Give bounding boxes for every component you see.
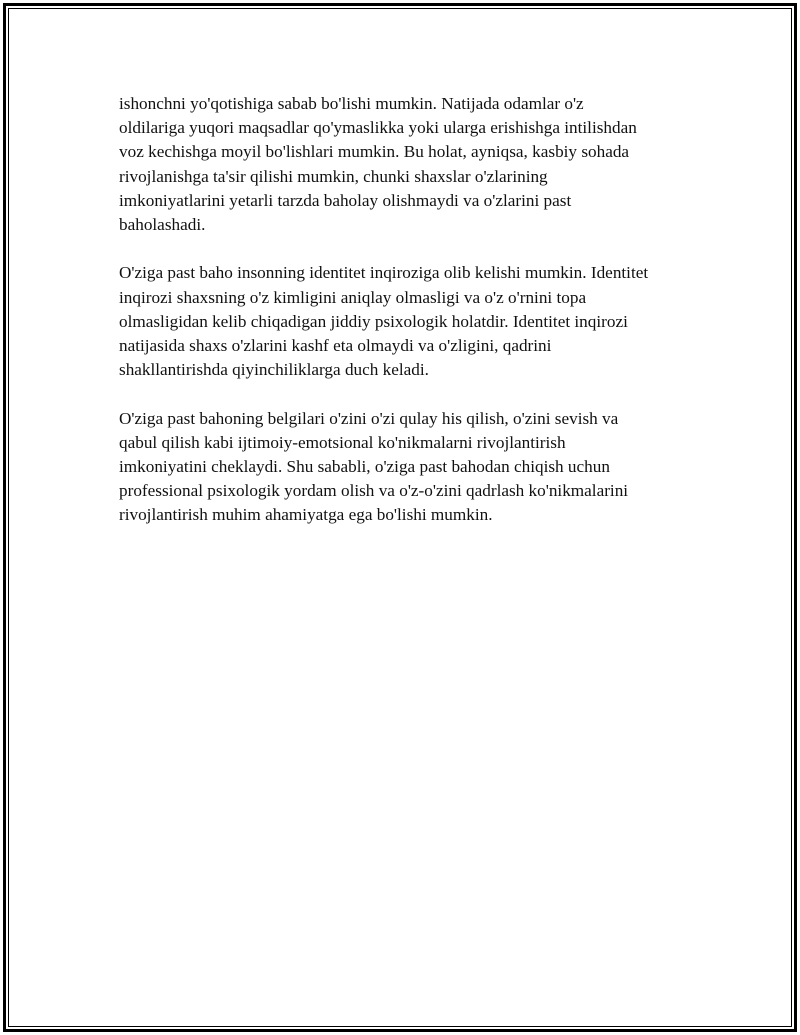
text-line: baholashadi.: [119, 215, 206, 235]
text-line: inqirozi shaxsning o'z kimligini aniqlay olmasligi va o'z o'rnini topa: [119, 287, 587, 307]
paragraph-3: [119, 407, 699, 528]
text-line: professional psixologik yordam olish va o'z-o'zini qadrlash ko'nikmalarini: [119, 481, 629, 501]
text-line: imkoniyatini cheklaydi. Shu sababli, o'ziga past bahodan chiqish uchun: [119, 457, 610, 477]
text-line: olmasligidan kelib chiqadigan jiddiy psixologik holatdir. Identitet inqirozi: [119, 311, 628, 331]
text-line: qabul qilish kabi ijtimoiy-emotsional ko'nikmalarni rivojlantirish: [119, 432, 566, 452]
text-line: natijasida shaxs o'zlarini kashf eta olmaydi va o'zligini, qadrini: [119, 336, 552, 356]
text-line: O'ziga past baho insonning identitet inqiroziga olib kelishi mumkin. Identitet: [119, 263, 649, 283]
text-line: oldilariga yuqori maqsadlar qo'ymaslikka yoki ularga erishishga intilishdan: [119, 118, 637, 138]
text-line: voz kechishga moyil bo'lishlari mumkin. Bu holat, ayniqsa, kasbiy sohada: [119, 142, 630, 162]
document-body: [119, 92, 699, 552]
text-line: O'ziga past bahoning belgilari o'zini o'zi qulay his qilish, o'zini sevish va: [119, 408, 619, 428]
text-line: shakllantirishda qiyinchiliklarga duch keladi.: [119, 360, 429, 380]
text-line: rivojlanishga ta'sir qilishi mumkin, chunki shaxslar o'zlarining: [119, 166, 548, 186]
text-line: ishonchni yo'qotishiga sabab bo'lishi mumkin. Natijada odamlar o'z: [119, 94, 584, 113]
text-line: rivojlantirish muhim ahamiyatga ega bo'lishi mumkin.: [119, 505, 493, 525]
paragraph-1: [119, 92, 699, 237]
paragraph-2: [119, 261, 699, 382]
text-line: imkoniyatlarini yetarli tarzda baholay olishmaydi va o'zlarini past: [119, 190, 572, 210]
